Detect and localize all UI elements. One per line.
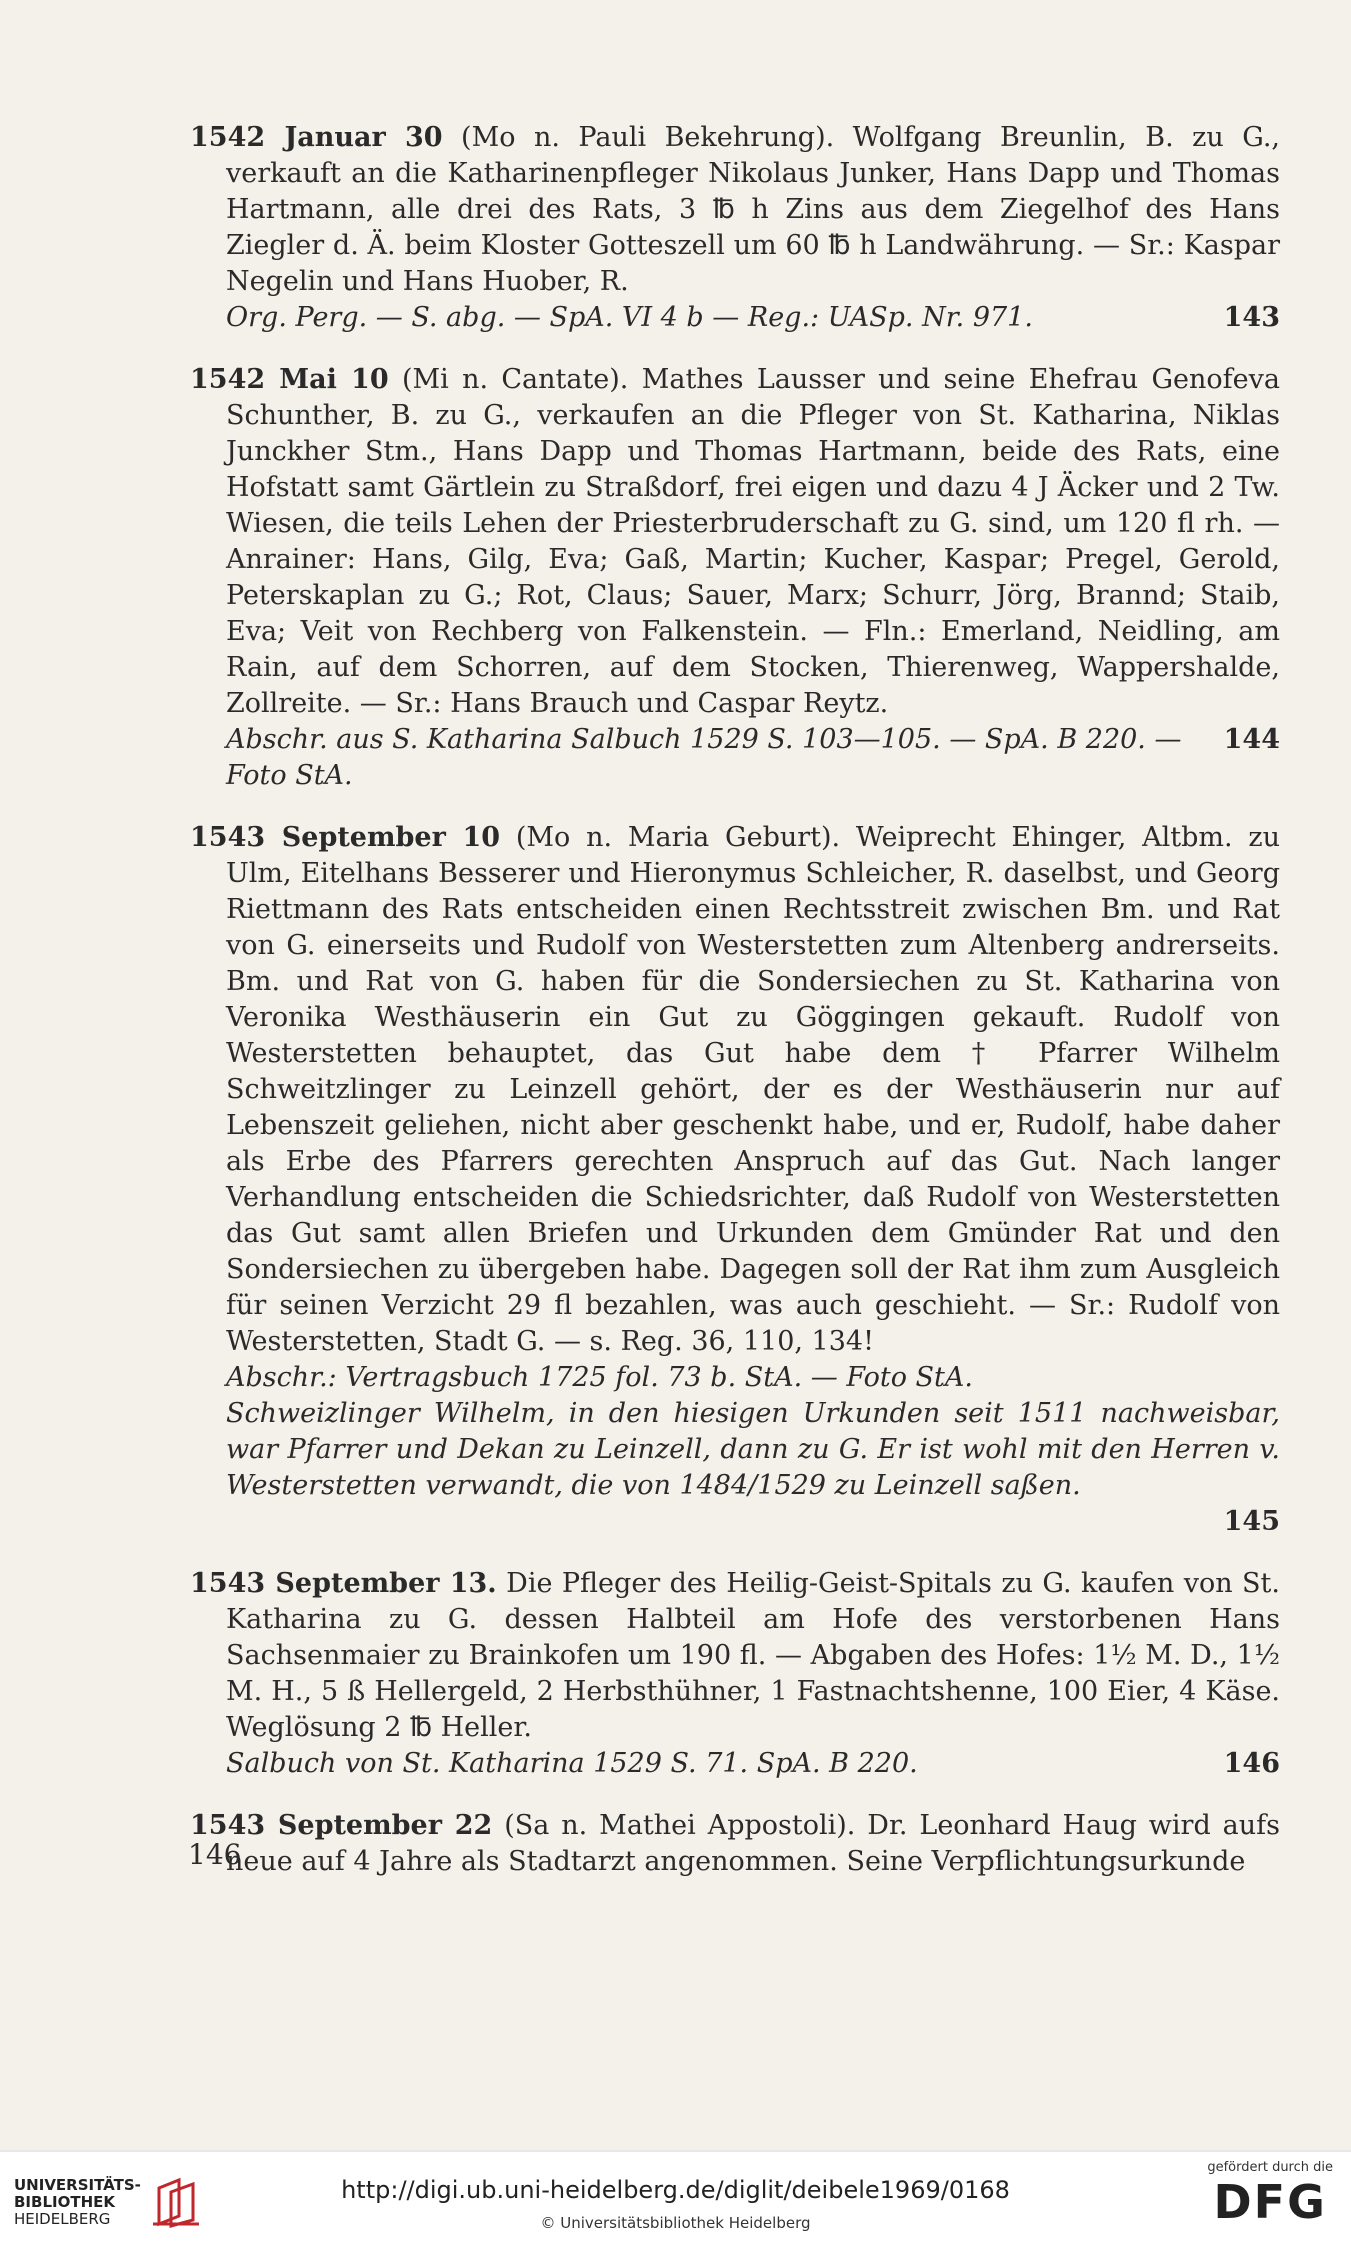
regest-body: (Mo n. Maria Geburt). Weiprecht Ehinger, Altbm. zu Ulm, Eitelhans Besserer und Hieronymus Schleicher, R. daselbst, und Georg Riettmann des Rats entscheiden einen Rechtsstreit zwischen Bm. und Rat von G. einerseits und Rudolf von Westerstetten zum Altenberg andrerseits. Bm. und Rat von G. haben für die Sondersiechen zu St. Katharina von Veronika Westhäuserin ein Gut zu Göggingen gekauft. Rudolf von Westerstetten behauptet, das Gut habe dem † Pfarrer Wilhelm Schweitzlinger zu Leinzell gehört, der es der Westhäuserin nur auf Lebenszeit geliehen, nicht aber geschenkt habe, und er, Rudolf, habe daher als Erbe des Pfarrers gerechten Anspruch auf das Gut. Nach langer Verhandlung entscheiden die Schiedsrichter, daß Rudolf von Westerstetten das Gut samt allen Briefen und Urkunden dem Gmünder Rat und den Sondersiechen zu übergeben habe. Dagegen soll der Rat ihm zum Ausgleich für seinen Verzicht 29 fl bezahlen, was auch geschieht. — Sr.: Rudolf von Westerstetten, Stadt G. — s. Reg. 36, 110, 134! bbox=[226, 822, 1281, 1357]
regest-date: 1543 September 13. bbox=[190, 1568, 497, 1599]
regest-body: (Mi n. Cantate). Mathes Lausser und seine Ehefrau Genofeva Schunther, B. zu G., verkaufen an die Pfleger von St. Katharina, Niklas Junckher Stm., Hans Dapp und Thomas Hartmann, beide des Rats, eine Hofstatt samt Gärtlein zu Straßdorf, frei eigen und dazu 4 J Äcker und 2 Tw. Wiesen, die teils Lehen der Priesterbruderschaft zu G. sind, um 120 fl rh. — Anrainer: Hans, Gilg, Eva; Gaß, Martin; Kucher, Kaspar; Pregel, Gerold, Peterskaplan zu G.; Rot, Claus; Sauer, Marx; Schurr, Jörg, Brannd; Staib, Eva; Veit von Rechberg von Falkenstein. — Fln.: Emerland, Neidling, am Rain, auf dem Schorren, auf dem Stocken, Thierenweg, Wappershalde, Zollreite. — Sr.: Hans Brauch und Caspar Reytz. bbox=[226, 364, 1280, 719]
library-name-line: UNIVERSITÄTS- bbox=[14, 2175, 141, 2194]
regest-number: 144 bbox=[1223, 724, 1280, 755]
regest-list bbox=[190, 120, 1280, 1906]
regest-entry-143 bbox=[190, 120, 1280, 336]
regest-body: Die Pfleger des Heilig-Geist-Spitals zu G. kaufen von St. Katharina zu G. dessen Halbteil am Hofe des verstorbenen Hans Sachsenmaier zu Brainkofen um 190 fl. — Abgaben des Hofes: 1½ M. D., 1½ M. H., 5 ß Hellergeld, 2 Herbsthühner, 1 Fastnachtshenne, 100 Eier, 4 Käse. Weglösung 2 ℔ Heller. bbox=[226, 1568, 1280, 1743]
regest-body: (Mo n. Pauli Bekehrung). Wolfgang Breunlin, B. zu G., verkauft an die Katharinenpfleger Nikolaus Junker, Hans Dapp und Thomas Hartmann, alle drei des Rats, 3 ℔ h Zins aus dem Ziegelhof des Hans Ziegler d. Ä. beim Kloster Gotteszell um 60 ℔ h Landwährung. — Sr.: Kaspar Negelin und Hans Huober, R. bbox=[226, 122, 1280, 297]
regest-text bbox=[190, 820, 1280, 1360]
regest-entry-145 bbox=[190, 820, 1280, 1540]
regest-source-line bbox=[190, 722, 1280, 794]
regest-source: Salbuch von St. Katharina 1529 S. 71. SpA. B 220. bbox=[226, 1748, 918, 1779]
regest-date: 1543 September 22 bbox=[190, 1810, 493, 1841]
digitization-footer bbox=[0, 2150, 1351, 2250]
regest-text bbox=[190, 362, 1280, 722]
regest-source: Org. Perg. — S. abg. — SpA. VI 4 b — Reg.: UASp. Nr. 971. bbox=[226, 302, 1033, 333]
regest-source: Abschr.: Vertragsbuch 1725 fol. 73 b. StA. — Foto StA. bbox=[226, 1362, 973, 1393]
regest-entry-147 bbox=[190, 1808, 1280, 1880]
regest-commentary: Schweizlinger Wilhelm, in den hiesigen Urkunden seit 1511 nachweisbar, war Pfarrer und Dekan zu Leinzell, dann zu G. Er ist wohl mit den Herren v. Westerstetten verwandt, die von 1484/1529 zu Leinzell saßen. bbox=[226, 1398, 1280, 1501]
dfg-logo bbox=[1207, 2160, 1333, 2229]
regest-number: 145 bbox=[1223, 1506, 1280, 1537]
regest-text bbox=[190, 1566, 1280, 1746]
library-name-line: BIBLIOTHEK bbox=[14, 2192, 115, 2211]
page-number: 146 bbox=[188, 1838, 242, 1871]
regest-text bbox=[190, 120, 1280, 300]
regest-source: Abschr. aus S. Katharina Salbuch 1529 S. 103—105. — SpA. B 220. — Foto StA. bbox=[226, 724, 1182, 791]
regest-entry-146 bbox=[190, 1566, 1280, 1782]
regest-date: 1543 September 10 bbox=[190, 822, 501, 853]
library-name-line: HEIDELBERG bbox=[14, 2209, 111, 2228]
copyright-notice: © Universitätsbibliothek Heidelberg bbox=[540, 2214, 811, 2232]
regest-body: (Sa n. Mathei Appostoli). Dr. Leonhard Haug wird aufs neue auf 4 Jahre als Stadtarzt angenommen. Seine Verpflichtungsurkunde bbox=[226, 1810, 1280, 1877]
regest-text bbox=[190, 1808, 1280, 1880]
regest-number: 143 bbox=[1223, 302, 1280, 333]
regest-date: 1542 Mai 10 bbox=[190, 364, 389, 395]
regest-source-line bbox=[190, 1746, 1280, 1782]
funding-label: gefördert durch die bbox=[1207, 2160, 1333, 2175]
regest-date: 1542 Januar 30 bbox=[190, 122, 443, 153]
dfg-wordmark: DFG bbox=[1213, 2175, 1327, 2229]
regest-source-line bbox=[190, 300, 1280, 336]
permalink-url[interactable]: http://digi.ub.uni-heidelberg.de/diglit/deibele1969/0168 bbox=[341, 2176, 1010, 2204]
regest-number: 146 bbox=[1223, 1748, 1280, 1779]
regest-entry-144 bbox=[190, 362, 1280, 794]
